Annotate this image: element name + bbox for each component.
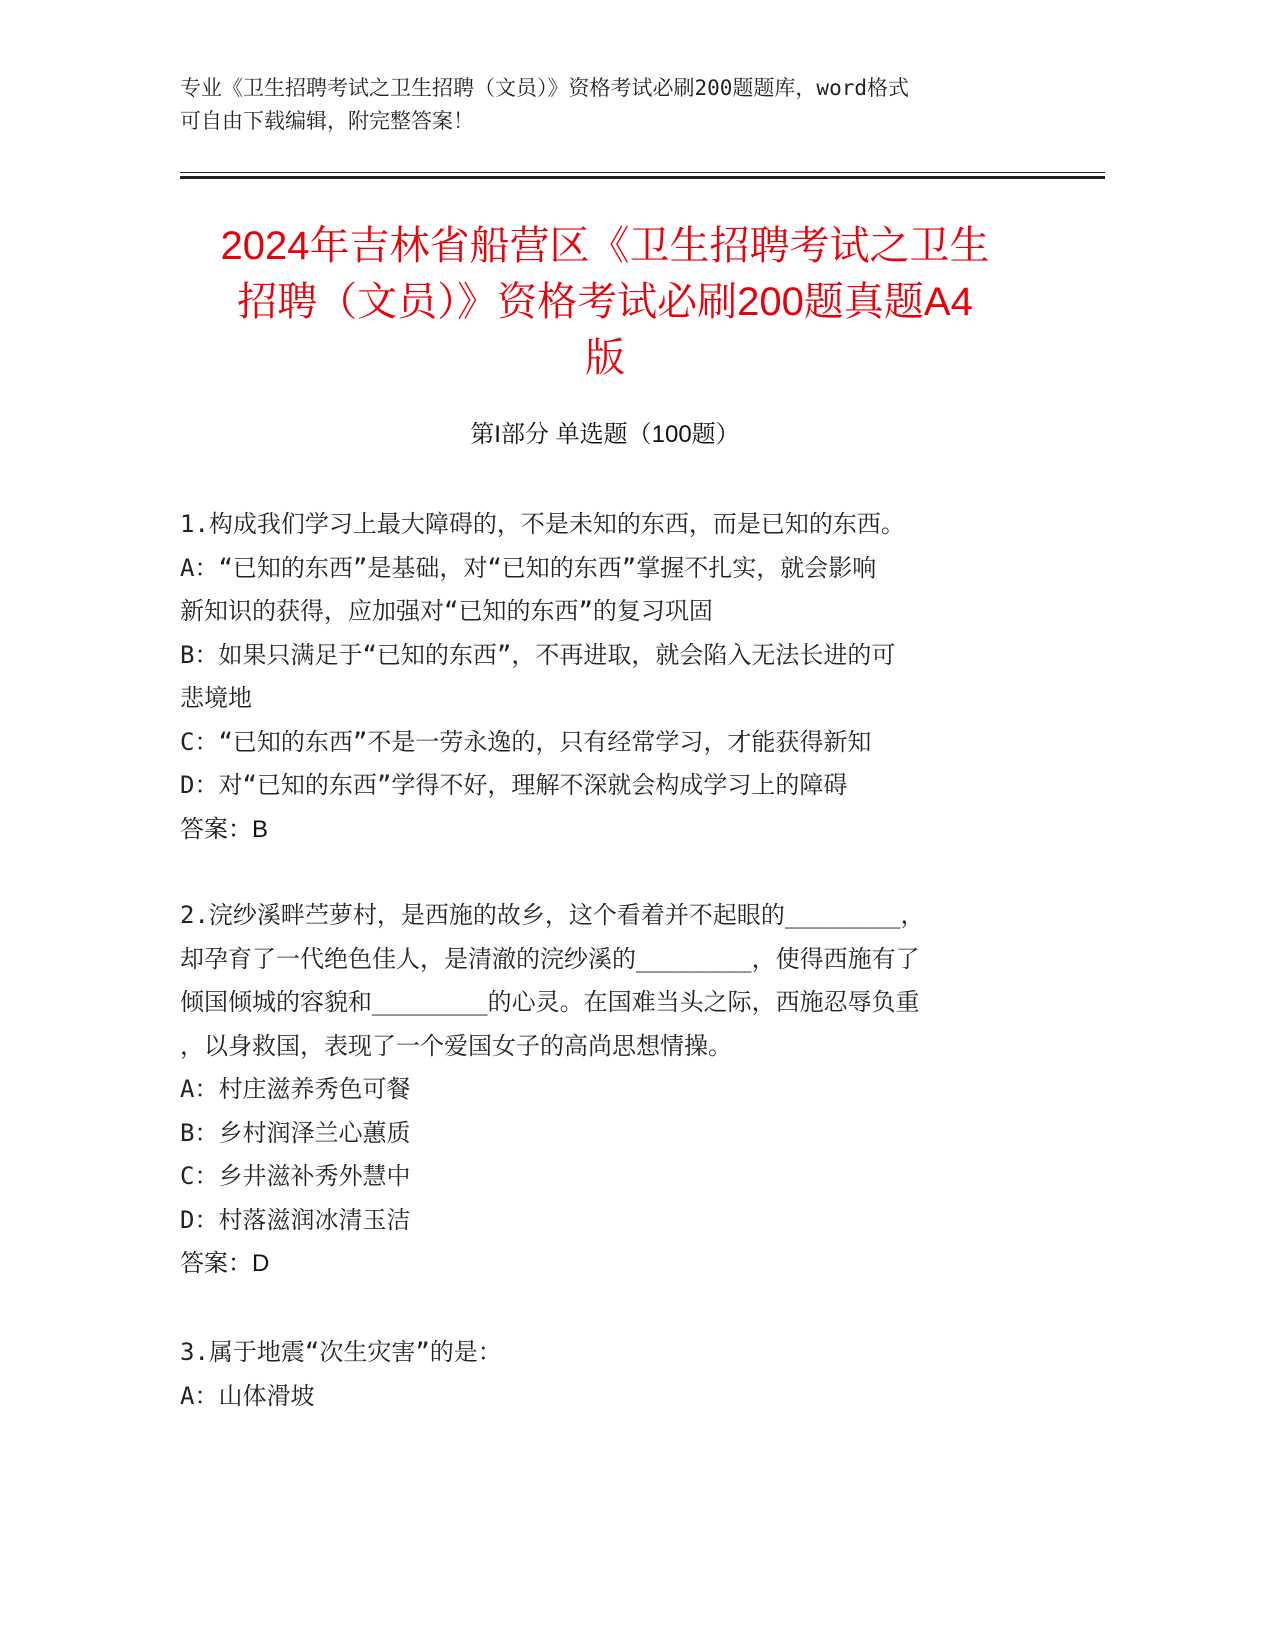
- title-line: 版: [585, 336, 625, 380]
- option-b: B：乡村润泽兰心蕙质: [180, 1118, 411, 1147]
- option-line: 悲境地: [180, 684, 252, 712]
- title-line: 2024年吉林省船营区《卫生招聘考试之卫生: [220, 224, 990, 268]
- question-stem: 3.属于地震“次生灾害”的是：: [180, 1338, 502, 1366]
- header-divider-thick: [180, 176, 1105, 179]
- question-3: [180, 1331, 1060, 1418]
- option-d: D：村落滋润冰清玉洁: [180, 1205, 411, 1234]
- option-c: C：乡井滋补秀外慧中: [180, 1162, 411, 1190]
- option-line: A：“已知的东西”是基础，对“已知的东西”掌握不扎实，就会影响: [180, 553, 877, 582]
- header-note: [180, 72, 1060, 138]
- option-d: [180, 764, 1060, 808]
- header-note-line: 可自由下载编辑，附完整答案！: [180, 109, 474, 133]
- option-a: A：村庄滋养秀色可餐: [180, 1075, 411, 1103]
- option-a: [180, 547, 1060, 634]
- option-b: [180, 634, 1060, 721]
- document-title: [180, 218, 1030, 386]
- title-line: 招聘（文员）》资格考试必刷200题真题A4: [237, 280, 973, 324]
- question-stem: 2.浣纱溪畔苎萝村，是西施的故乡，这个看着并不起眼的________，: [180, 901, 925, 929]
- answer-label: 答案：D: [180, 1250, 270, 1277]
- question-stem: 却孕育了一代绝色佳人，是清澈的浣纱溪的________，使得西施有了: [180, 944, 920, 973]
- option-line: 新知识的获得，应加强对“已知的东西”的复习巩固: [180, 597, 713, 625]
- question-2: [180, 894, 1060, 1286]
- question-stem: 倾国倾城的容貌和________的心灵。在国难当头之际，西施忍辱负重: [180, 988, 920, 1016]
- option-line: B：如果只满足于“已知的东西”，不再进取，就会陷入无法长进的可: [180, 640, 896, 669]
- answer-label: 答案：B: [180, 815, 269, 843]
- question-stem: ，以身救国，表现了一个爱国女子的高尚思想情操。: [180, 1031, 732, 1060]
- option-c: [180, 721, 1060, 765]
- question-1: [180, 503, 1060, 851]
- option-line: D：对“已知的东西”学得不好，理解不深就会构成学习上的障碍: [180, 771, 848, 799]
- header-divider-thin: [180, 172, 1105, 173]
- question-stem: 1.构成我们学习上最大障碍的，不是未知的东西，而是已知的东西。: [180, 510, 905, 538]
- header-note-line: 专业《卫生招聘考试之卫生招聘（文员）》资格考试必刷200题题库，word格式: [180, 76, 909, 100]
- section-heading: 第I部分 单选题（100题）: [470, 421, 740, 448]
- option-line: C：“已知的东西”不是一劳永逸的，只有经常学习，才能获得新知: [180, 727, 872, 756]
- option-a: A：山体滑坡: [180, 1381, 315, 1410]
